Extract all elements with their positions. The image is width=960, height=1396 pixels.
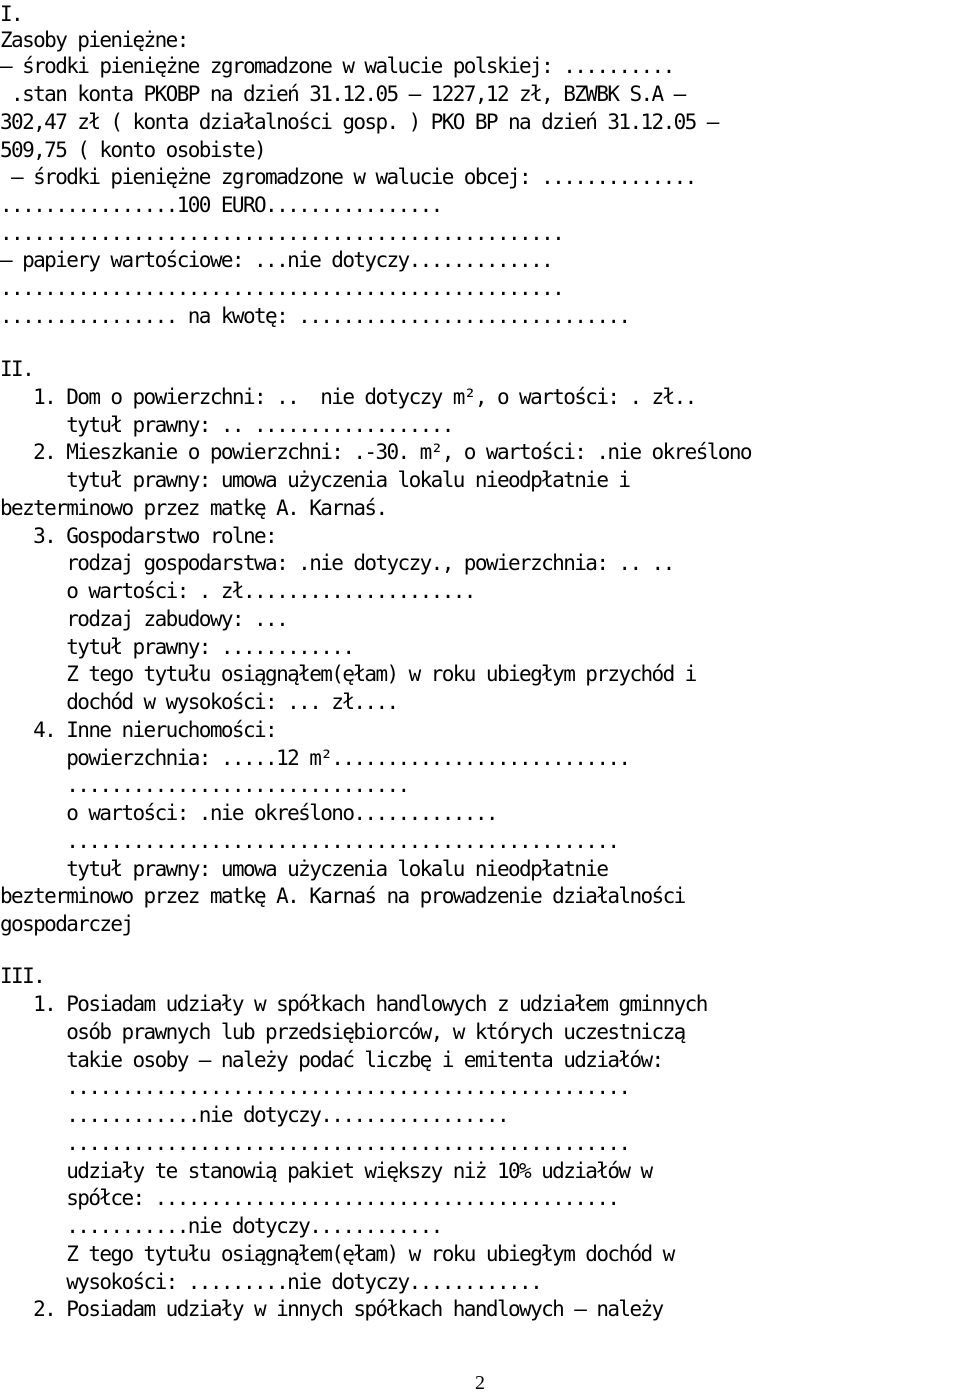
text-line: 1. Posiadam udziały w spółkach handlowych z udziałem gminnych (0, 992, 707, 1016)
text-line: ................................................... (0, 221, 564, 245)
text-line: Z tego tytułu osiągnąłem(ęłam) w roku ubiegłym dochód w (0, 1242, 674, 1266)
text-line: udziały te stanowią pakiet większy niż 10% udziałów w (0, 1159, 652, 1183)
text-line: ................................................... (0, 1075, 630, 1099)
text-line: osób prawnych lub przedsiębiorców, w których uczestniczą (0, 1020, 685, 1044)
text-line: 3. Gospodarstwo rolne: (0, 524, 277, 548)
text-line: ................................................... (0, 276, 564, 300)
text-line: Z tego tytułu osiągnąłem(ęłam) w roku ubiegłym przychód i (0, 662, 696, 686)
text-line: o wartości: . zł..................... (0, 579, 475, 603)
text-line: rodzaj zabudowy: ... (0, 607, 288, 631)
page-number: 2 (475, 1372, 485, 1394)
text-line: tytuł prawny: umowa użyczenia lokalu nieodpłatnie i (0, 468, 630, 492)
text-line: o wartości: .nie określono............. (0, 801, 497, 825)
text-line: ...........nie dotyczy............ (0, 1214, 442, 1238)
text-line: 1. Dom o powierzchni: .. nie dotyczy m², o wartości: . zł.. (0, 385, 696, 409)
text-line: spółce: .......................................... (0, 1186, 619, 1210)
text-line: .................................................. (0, 829, 619, 853)
text-line: ................100 EURO................ (0, 193, 442, 217)
text-line: takie osoby – należy podać liczbę i emitenta udziałów: (0, 1048, 663, 1072)
text-line: tytuł prawny: .. .................. (0, 413, 453, 437)
text-line: rodzaj gospodarstwa: .nie dotyczy., powierzchnia: .. .. (0, 551, 674, 575)
section-1-title: Zasoby pieniężne: (0, 28, 188, 52)
text-line: 4. Inne nieruchomości: (0, 718, 277, 742)
section-1-heading: I. (0, 2, 23, 26)
text-line: dochód w wysokości: ... zł.... (0, 690, 398, 714)
section-3-heading: III. (0, 964, 45, 988)
text-line: – środki pieniężne zgromadzone w walucie polskiej: .......... (0, 54, 674, 78)
text-line: bezterminowo przez matkę A. Karnaś na prowadzenie działalności (0, 884, 685, 908)
text-line: 302,47 zł ( konta działalności gosp. ) PKO BP na dzień 31.12.05 – (0, 110, 718, 134)
text-line: bezterminowo przez matkę A. Karnaś. (0, 496, 387, 520)
text-line: powierzchnia: .....12 m²........................... (0, 746, 630, 770)
text-line: tytuł prawny: umowa użyczenia lokalu nieodpłatnie (0, 857, 608, 881)
text-line: ................ na kwotę: .............................. (0, 304, 630, 328)
section-2-heading: II. (0, 357, 34, 381)
text-line: – środki pieniężne zgromadzone w walucie obcej: .............. (0, 165, 696, 189)
text-line: .stan konta PKOBP na dzień 31.12.05 – 1227,12 zł, BZWBK S.A – (0, 82, 685, 106)
text-line: gospodarczej (0, 912, 133, 936)
text-line: 509,75 ( konto osobiste) (0, 138, 266, 162)
text-line: ............nie dotyczy................. (0, 1103, 508, 1127)
text-line: ............................... (0, 773, 409, 797)
text-line: 2. Posiadam udziały w innych spółkach handlowych – należy (0, 1297, 663, 1321)
text-line: wysokości: .........nie dotyczy............ (0, 1270, 542, 1294)
text-line: tytuł prawny: ............ (0, 635, 354, 659)
text-line: 2. Mieszkanie o powierzchni: .-30. m², o wartości: .nie określono (0, 440, 751, 464)
text-line: ................................................... (0, 1131, 630, 1155)
text-line: – papiery wartościowe: ...nie dotyczy............. (0, 248, 553, 272)
